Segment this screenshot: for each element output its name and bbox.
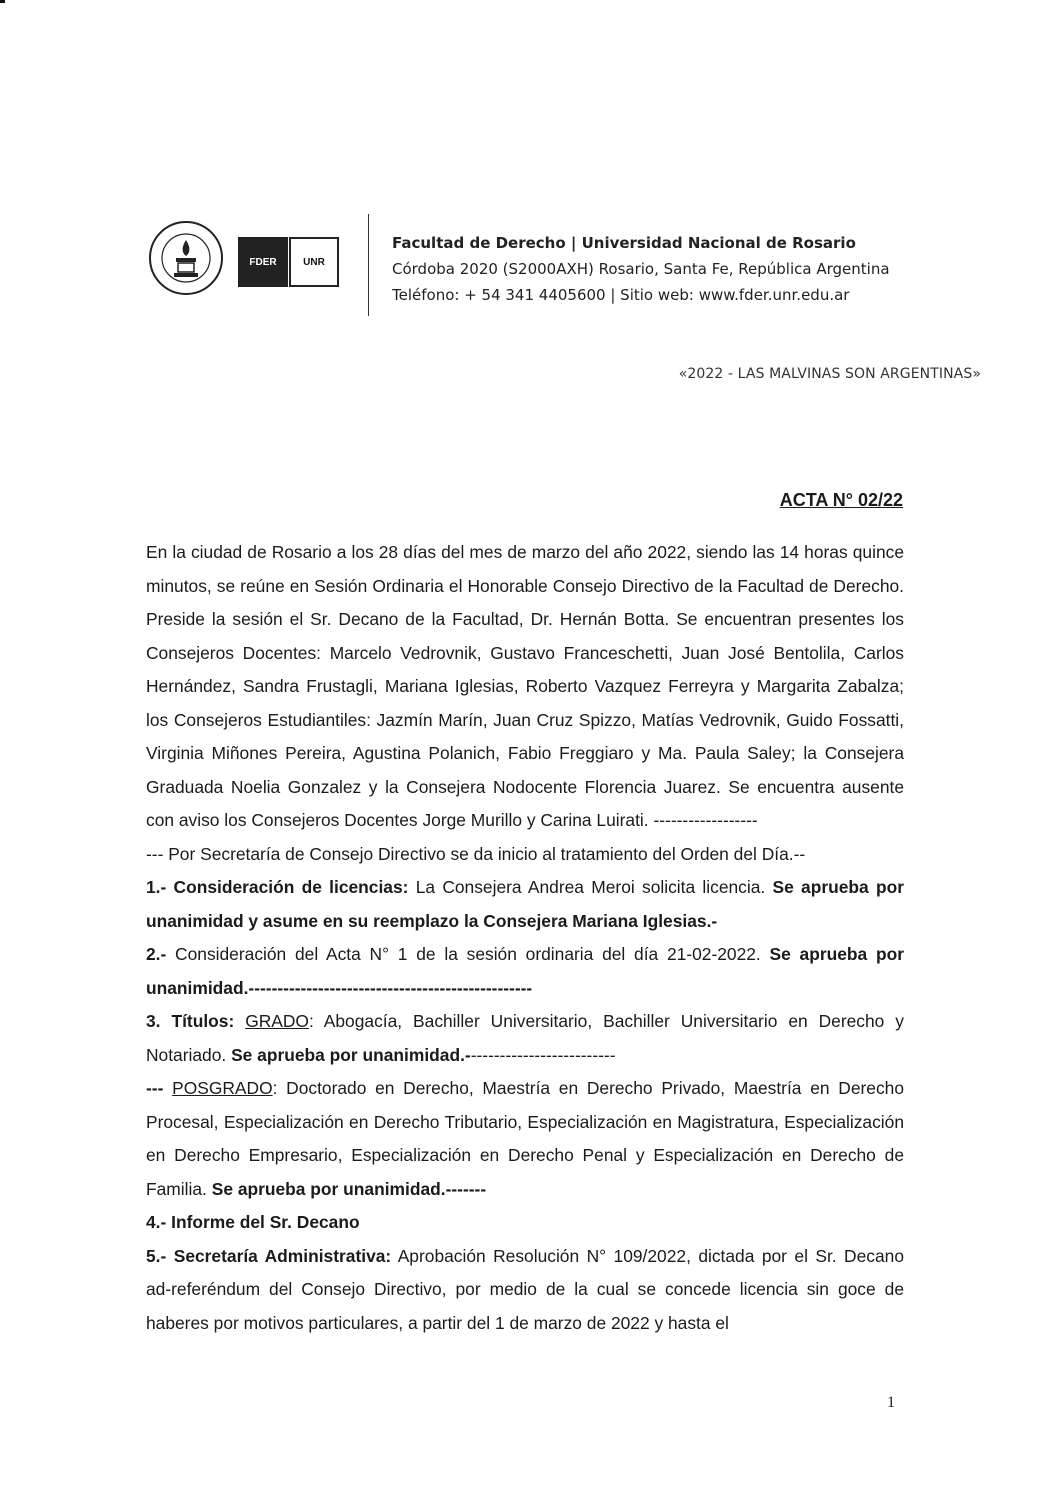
item-4: 4.- Informe del Sr. Decano [146, 1212, 360, 1232]
institution-name: Facultad de Derecho | Universidad Nacional de Rosario [392, 234, 856, 252]
item-3 [146, 1005, 904, 1072]
posgrado-text: : Doctorado en Derecho, Maestría en Derecho Privado, Maestría en Derecho Procesal, Especialización en Derecho Tributario, Especialización en Magistratura, Especialización en Derecho Empresario, Especialización en Derecho Penal y Especialización en Derecho de Familia. [146, 1078, 904, 1199]
posgrado-trailing-dashes: ------ [451, 1178, 487, 1199]
item-2-text: Consideración del Acta N° 1 de la sesión ordinaria del día 21-02-2022. [166, 944, 770, 964]
posgrado-paragraph [146, 1072, 904, 1206]
orden-line: --- Por Secretaría de Consejo Directivo se da inicio al tratamiento del Orden del Día.-- [146, 843, 806, 864]
item-5-text: Aprobación Resolución N° 109/2022, dictada por el Sr. Decano ad-referéndum del Consejo Directivo, por medio de la cual se concede licencia sin goce de haberes por motivos particulares, a partir del 1 de marzo de 2022 y hasta el [146, 1245, 905, 1333]
institution-contact: Teléfono: + 54 341 4405600 | Sitio web: www.fder.unr.edu.ar [392, 286, 850, 304]
item-1-resolution: Se aprueba por unanimidad y asume en su reemplazo la Consejera Mariana Iglesias.- [146, 877, 904, 931]
item-2-dashes: ------------------------------------------------ [254, 977, 533, 998]
document-body [146, 536, 904, 1340]
item-5-heading: 5.- Secretaría Administrativa: [146, 1245, 392, 1266]
item-3-heading: 3. Títulos: [146, 1011, 246, 1031]
item-3-text: : Abogacía, Bachiller Universitario, Bachiller Universitario en Derecho y Notariado. [146, 1011, 904, 1065]
year-motto: «2022 - LAS MALVINAS SON ARGENTINAS» [678, 366, 981, 382]
scan-corner-mark [0, 0, 5, 3]
institution-address: Córdoba 2020 (S2000AXH) Rosario, Santa Fe, República Argentina [392, 260, 890, 278]
item-5 [146, 1240, 904, 1341]
institution-block [392, 230, 890, 308]
unr-logo: UNR [289, 237, 339, 287]
posgrado-resolution: Se aprueba por unanimidad.- [211, 1178, 452, 1199]
fder-logo: FDER [238, 237, 288, 287]
item-1-text: La Consejera Andrea Meroi solicita licencia. [408, 877, 773, 897]
item-2-resolution: Se aprueba por unanimidad.- [146, 944, 904, 998]
item-2-number: 2.- [146, 944, 167, 964]
item-3-resolution: Se aprueba por unanimidad.- [231, 1044, 471, 1065]
document-title: ACTA N° 02/22 [779, 490, 903, 510]
letterhead [148, 214, 908, 316]
header-divider [368, 214, 369, 316]
item-3-grado-label: GRADO [245, 1011, 309, 1031]
item-1-heading: 1.- Consideración de licencias: [146, 877, 409, 897]
posgrado-label: POSGRADO [172, 1078, 273, 1098]
posgrado-dashes: --- [146, 1078, 173, 1098]
page-number: 1 [887, 1394, 895, 1411]
intro-paragraph: En la ciudad de Rosario a los 28 días del mes de marzo del año 2022, siendo las 14 horas quince minutos, se reúne en Sesión Ordinaria el Honorable Consejo Directivo de la Facultad de Derecho. Preside la sesión el Sr. Decano de la Facultad, Dr. Hernán Botta. Se encuentran presentes los Consejeros Docentes: Marcelo Vedrovnik, Gustavo Franceschetti, Juan José Bentolila, Carlos Hernández, Sandra Frustagli, Mariana Iglesias, Roberto Vazquez Ferreyra y Margarita Zabalza; los Consejeros Estudiantiles: Jazmín Marín, Juan Cruz Spizzo, Matías Vedrovnik, Guido Fossatti, Virginia Miñones Pereira, Agustina Polanich, Fabio Freggiaro y Ma. Paula Saley; la Consejera Graduada Noelia Gonzalez y la Consejera Nodocente Florencia Juarez. Se encuentra ausente con aviso los Consejeros Docentes Jorge Murillo y Carina Luirati. ------------------ [146, 542, 904, 830]
item-3-dashes: ------------------------- [470, 1044, 616, 1065]
university-seal-icon [148, 220, 224, 296]
item-2 [146, 938, 904, 1005]
item-1 [146, 871, 904, 938]
